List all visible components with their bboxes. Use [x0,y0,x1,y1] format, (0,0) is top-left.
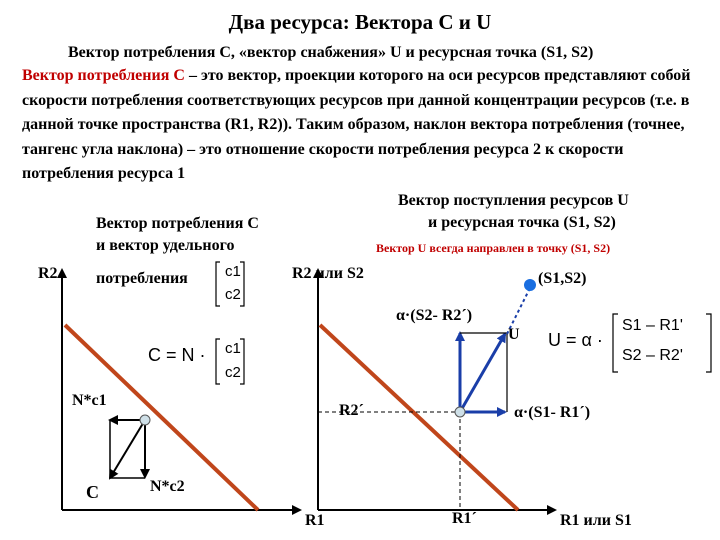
left-caption-line3: потребления [96,270,188,287]
horizontal-component-label: α·(S1- R1´) [514,404,591,421]
right-caption-line1: Вектор поступления ресурсов U [398,192,629,209]
left-axes [62,270,300,510]
left-caption-line2: и вектор удельного [96,237,235,254]
page-title: Два ресурса: Вектора С и U [228,10,492,34]
left-caption-line1: Вектор потребления С [96,215,259,232]
resource-point-label: (S1,S2) [538,270,587,287]
right-dashed-guides [318,412,460,510]
nc2-label: N*c2 [150,478,185,495]
r1-prime-label: R1´ [452,510,477,527]
left-matrix-brackets [216,262,244,384]
matrix2-c1: c1 [225,340,241,357]
right-note: Вектор U всегда направлен в точку (S1, S2) [376,241,611,255]
c-formula-lhs: C = N · [148,345,206,365]
right-axes [318,270,555,510]
left-x-axis-label: R1 [305,512,325,529]
left-consumption-vectors [110,415,150,478]
c-vector-label: C [86,482,99,502]
u-formula-lhs: U = α · [548,330,603,350]
left-isocline-line [65,325,258,510]
u-matrix-row2: S2 – R2' [622,347,683,364]
right-caption-line2: и ресурсная точка (S1, S2) [428,214,616,231]
subtitle: Вектор потребления С, «вектор снабжения» U и ресурсная точка (S1, S2) [68,44,594,61]
left-y-axis-label: R2 [38,265,58,282]
right-x-axis-label: R1 или S1 [560,512,632,529]
right-y-axis-label: R2 или S2 [292,265,364,282]
paragraph-lead: Вектор потребления С [22,67,185,84]
paragraph-text: – это вектор, проекции которого на оси ресурсов представляют собой скорости потребления соответствующих ресурсов при данной концентрации ресурсов (т.е. в данной точке пространства (R1, R2)). Таким образом, наклон вектора потребления (точнее, тангенс угла наклона) – это отношение скорости потребления ресурса 2 к скорости потребления ресурса 1 [22,67,691,182]
right-supply-vectors [455,279,536,417]
u-matrix-row1: S1 – R1' [622,317,683,334]
right-isocline-line [320,325,518,510]
matrix2-c2: c2 [225,364,241,381]
vertical-component-label: α·(S2- R2´) [396,307,473,324]
matrix1-c1: c1 [225,263,241,280]
nc1-label: N*c1 [72,392,107,409]
u-vector-label: U [508,326,520,343]
matrix1-c2: c2 [225,286,241,303]
r2-prime-label: R2´ [339,402,364,419]
u-matrix-brackets [613,314,711,372]
